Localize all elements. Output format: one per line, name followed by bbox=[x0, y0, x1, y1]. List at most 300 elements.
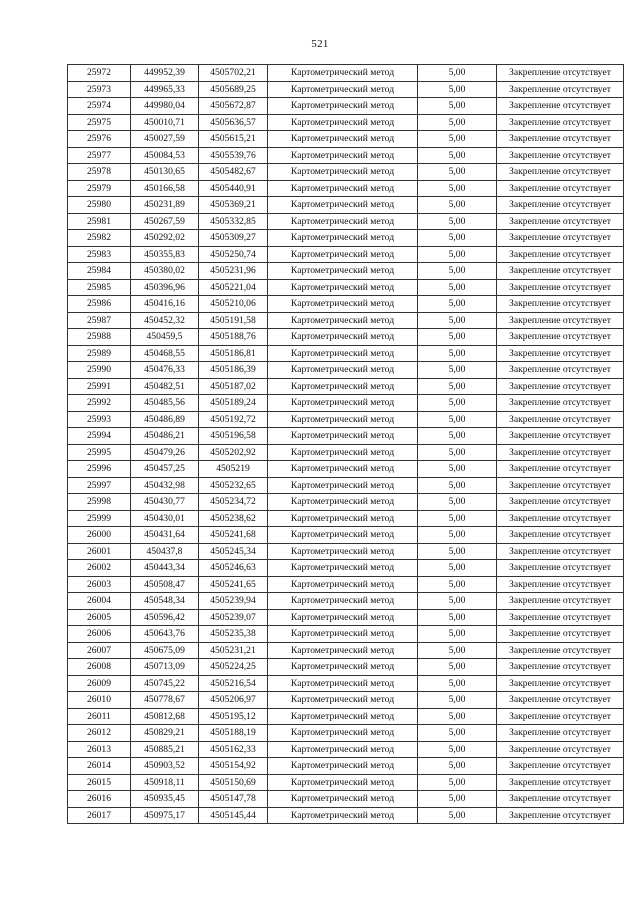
method-cell: Картометрический метод bbox=[268, 114, 418, 131]
accuracy-cell: 5,00 bbox=[418, 758, 497, 775]
fixing-description-cell: Закрепление отсутствует bbox=[497, 213, 624, 230]
method-cell: Картометрический метод bbox=[268, 725, 418, 742]
point-number-cell: 26015 bbox=[68, 774, 131, 791]
point-number-cell: 25996 bbox=[68, 461, 131, 478]
y-coordinate-cell: 4505239,94 bbox=[199, 593, 268, 610]
point-number-cell: 25998 bbox=[68, 494, 131, 511]
method-cell: Картометрический метод bbox=[268, 758, 418, 775]
y-coordinate-cell: 4505309,27 bbox=[199, 230, 268, 247]
fixing-description-cell: Закрепление отсутствует bbox=[497, 741, 624, 758]
method-cell: Картометрический метод bbox=[268, 642, 418, 659]
fixing-description-cell: Закрепление отсутствует bbox=[497, 543, 624, 560]
y-coordinate-cell: 4505206,97 bbox=[199, 692, 268, 709]
accuracy-cell: 5,00 bbox=[418, 741, 497, 758]
fixing-description-cell: Закрепление отсутствует bbox=[497, 461, 624, 478]
x-coordinate-cell: 450975,17 bbox=[131, 807, 199, 824]
accuracy-cell: 5,00 bbox=[418, 791, 497, 808]
x-coordinate-cell: 450476,33 bbox=[131, 362, 199, 379]
method-cell: Картометрический метод bbox=[268, 510, 418, 527]
x-coordinate-cell: 450292,02 bbox=[131, 230, 199, 247]
table-row bbox=[68, 510, 624, 527]
x-coordinate-cell: 450486,21 bbox=[131, 428, 199, 445]
x-coordinate-cell: 450485,56 bbox=[131, 395, 199, 412]
method-cell: Картометрический метод bbox=[268, 791, 418, 808]
fixing-description-cell: Закрепление отсутствует bbox=[497, 345, 624, 362]
fixing-description-cell: Закрепление отсутствует bbox=[497, 675, 624, 692]
table-row bbox=[68, 725, 624, 742]
fixing-description-cell: Закрепление отсутствует bbox=[497, 659, 624, 676]
accuracy-cell: 5,00 bbox=[418, 642, 497, 659]
accuracy-cell: 5,00 bbox=[418, 395, 497, 412]
table-row bbox=[68, 114, 624, 131]
method-cell: Картометрический метод bbox=[268, 659, 418, 676]
y-coordinate-cell: 4505231,96 bbox=[199, 263, 268, 280]
method-cell: Картометрический метод bbox=[268, 263, 418, 280]
y-coordinate-cell: 4505672,87 bbox=[199, 98, 268, 115]
point-number-cell: 25977 bbox=[68, 147, 131, 164]
fixing-description-cell: Закрепление отсутствует bbox=[497, 626, 624, 643]
method-cell: Картометрический метод bbox=[268, 560, 418, 577]
fixing-description-cell: Закрепление отсутствует bbox=[497, 807, 624, 824]
accuracy-cell: 5,00 bbox=[418, 659, 497, 676]
table-row bbox=[68, 659, 624, 676]
method-cell: Картометрический метод bbox=[268, 131, 418, 148]
fixing-description-cell: Закрепление отсутствует bbox=[497, 395, 624, 412]
x-coordinate-cell: 450713,09 bbox=[131, 659, 199, 676]
x-coordinate-cell: 450643,76 bbox=[131, 626, 199, 643]
x-coordinate-cell: 450486,89 bbox=[131, 411, 199, 428]
table-row bbox=[68, 230, 624, 247]
table-row bbox=[68, 675, 624, 692]
y-coordinate-cell: 4505162,33 bbox=[199, 741, 268, 758]
y-coordinate-cell: 4505188,76 bbox=[199, 329, 268, 346]
x-coordinate-cell: 449980,04 bbox=[131, 98, 199, 115]
fixing-description-cell: Закрепление отсутствует bbox=[497, 725, 624, 742]
y-coordinate-cell: 4505189,24 bbox=[199, 395, 268, 412]
point-number-cell: 25994 bbox=[68, 428, 131, 445]
point-number-cell: 26016 bbox=[68, 791, 131, 808]
x-coordinate-cell: 450416,16 bbox=[131, 296, 199, 313]
fixing-description-cell: Закрепление отсутствует bbox=[497, 246, 624, 263]
y-coordinate-cell: 4505245,34 bbox=[199, 543, 268, 560]
method-cell: Картометрический метод bbox=[268, 213, 418, 230]
point-number-cell: 25993 bbox=[68, 411, 131, 428]
point-number-cell: 26007 bbox=[68, 642, 131, 659]
y-coordinate-cell: 4505147,78 bbox=[199, 791, 268, 808]
y-coordinate-cell: 4505187,02 bbox=[199, 378, 268, 395]
y-coordinate-cell: 4505186,81 bbox=[199, 345, 268, 362]
point-number-cell: 25981 bbox=[68, 213, 131, 230]
x-coordinate-cell: 450508,47 bbox=[131, 576, 199, 593]
y-coordinate-cell: 4505440,91 bbox=[199, 180, 268, 197]
x-coordinate-cell: 450130,65 bbox=[131, 164, 199, 181]
accuracy-cell: 5,00 bbox=[418, 65, 497, 82]
fixing-description-cell: Закрепление отсутствует bbox=[497, 494, 624, 511]
y-coordinate-cell: 4505332,85 bbox=[199, 213, 268, 230]
accuracy-cell: 5,00 bbox=[418, 609, 497, 626]
accuracy-cell: 5,00 bbox=[418, 461, 497, 478]
y-coordinate-cell: 4505202,92 bbox=[199, 444, 268, 461]
accuracy-cell: 5,00 bbox=[418, 98, 497, 115]
point-number-cell: 25982 bbox=[68, 230, 131, 247]
fixing-description-cell: Закрепление отсутствует bbox=[497, 510, 624, 527]
point-number-cell: 25990 bbox=[68, 362, 131, 379]
fixing-description-cell: Закрепление отсутствует bbox=[497, 98, 624, 115]
accuracy-cell: 5,00 bbox=[418, 411, 497, 428]
table-row bbox=[68, 461, 624, 478]
fixing-description-cell: Закрепление отсутствует bbox=[497, 791, 624, 808]
method-cell: Картометрический метод bbox=[268, 246, 418, 263]
x-coordinate-cell: 450745,22 bbox=[131, 675, 199, 692]
point-number-cell: 26011 bbox=[68, 708, 131, 725]
x-coordinate-cell: 450452,32 bbox=[131, 312, 199, 329]
accuracy-cell: 5,00 bbox=[418, 675, 497, 692]
accuracy-cell: 5,00 bbox=[418, 197, 497, 214]
accuracy-cell: 5,00 bbox=[418, 279, 497, 296]
x-coordinate-cell: 450084,53 bbox=[131, 147, 199, 164]
y-coordinate-cell: 4505150,69 bbox=[199, 774, 268, 791]
method-cell: Картометрический метод bbox=[268, 411, 418, 428]
x-coordinate-cell: 450231,89 bbox=[131, 197, 199, 214]
y-coordinate-cell: 4505210,06 bbox=[199, 296, 268, 313]
y-coordinate-cell: 4505219 bbox=[199, 461, 268, 478]
fixing-description-cell: Закрепление отсутствует bbox=[497, 444, 624, 461]
point-number-cell: 25985 bbox=[68, 279, 131, 296]
y-coordinate-cell: 4505195,12 bbox=[199, 708, 268, 725]
point-number-cell: 26008 bbox=[68, 659, 131, 676]
fixing-description-cell: Закрепление отсутствует bbox=[497, 180, 624, 197]
table-row bbox=[68, 131, 624, 148]
fixing-description-cell: Закрепление отсутствует bbox=[497, 296, 624, 313]
point-number-cell: 26012 bbox=[68, 725, 131, 742]
table-row bbox=[68, 626, 624, 643]
y-coordinate-cell: 4505239,07 bbox=[199, 609, 268, 626]
point-number-cell: 25999 bbox=[68, 510, 131, 527]
method-cell: Картометрический метод bbox=[268, 279, 418, 296]
accuracy-cell: 5,00 bbox=[418, 444, 497, 461]
y-coordinate-cell: 4505241,68 bbox=[199, 527, 268, 544]
point-number-cell: 25987 bbox=[68, 312, 131, 329]
y-coordinate-cell: 4505188,19 bbox=[199, 725, 268, 742]
method-cell: Картометрический метод bbox=[268, 461, 418, 478]
x-coordinate-cell: 450812,68 bbox=[131, 708, 199, 725]
fixing-description-cell: Закрепление отсутствует bbox=[497, 593, 624, 610]
method-cell: Картометрический метод bbox=[268, 98, 418, 115]
point-number-cell: 25972 bbox=[68, 65, 131, 82]
x-coordinate-cell: 450430,77 bbox=[131, 494, 199, 511]
accuracy-cell: 5,00 bbox=[418, 362, 497, 379]
fixing-description-cell: Закрепление отсутствует bbox=[497, 692, 624, 709]
fixing-description-cell: Закрепление отсутствует bbox=[497, 114, 624, 131]
y-coordinate-cell: 4505221,04 bbox=[199, 279, 268, 296]
point-number-cell: 25983 bbox=[68, 246, 131, 263]
accuracy-cell: 5,00 bbox=[418, 774, 497, 791]
point-number-cell: 26000 bbox=[68, 527, 131, 544]
x-coordinate-cell: 450918,11 bbox=[131, 774, 199, 791]
fixing-description-cell: Закрепление отсутствует bbox=[497, 477, 624, 494]
x-coordinate-cell: 450829,21 bbox=[131, 725, 199, 742]
method-cell: Картометрический метод bbox=[268, 345, 418, 362]
x-coordinate-cell: 450596,42 bbox=[131, 609, 199, 626]
accuracy-cell: 5,00 bbox=[418, 246, 497, 263]
table-row bbox=[68, 411, 624, 428]
point-number-cell: 25979 bbox=[68, 180, 131, 197]
table-row bbox=[68, 642, 624, 659]
method-cell: Картометрический метод bbox=[268, 609, 418, 626]
y-coordinate-cell: 4505196,58 bbox=[199, 428, 268, 445]
point-number-cell: 26013 bbox=[68, 741, 131, 758]
table-row bbox=[68, 81, 624, 98]
y-coordinate-cell: 4505250,74 bbox=[199, 246, 268, 263]
method-cell: Картометрический метод bbox=[268, 593, 418, 610]
accuracy-cell: 5,00 bbox=[418, 708, 497, 725]
x-coordinate-cell: 450468,55 bbox=[131, 345, 199, 362]
point-number-cell: 25995 bbox=[68, 444, 131, 461]
accuracy-cell: 5,00 bbox=[418, 560, 497, 577]
table-row bbox=[68, 296, 624, 313]
y-coordinate-cell: 4505231,21 bbox=[199, 642, 268, 659]
method-cell: Картометрический метод bbox=[268, 362, 418, 379]
x-coordinate-cell: 450355,83 bbox=[131, 246, 199, 263]
y-coordinate-cell: 4505241,65 bbox=[199, 576, 268, 593]
accuracy-cell: 5,00 bbox=[418, 329, 497, 346]
table-row bbox=[68, 378, 624, 395]
method-cell: Картометрический метод bbox=[268, 675, 418, 692]
fixing-description-cell: Закрепление отсутствует bbox=[497, 81, 624, 98]
fixing-description-cell: Закрепление отсутствует bbox=[497, 279, 624, 296]
x-coordinate-cell: 450457,25 bbox=[131, 461, 199, 478]
accuracy-cell: 5,00 bbox=[418, 131, 497, 148]
table-row bbox=[68, 147, 624, 164]
accuracy-cell: 5,00 bbox=[418, 543, 497, 560]
y-coordinate-cell: 4505224,25 bbox=[199, 659, 268, 676]
table-row bbox=[68, 576, 624, 593]
fixing-description-cell: Закрепление отсутствует bbox=[497, 362, 624, 379]
table-row bbox=[68, 362, 624, 379]
x-coordinate-cell: 450935,45 bbox=[131, 791, 199, 808]
table-row bbox=[68, 774, 624, 791]
y-coordinate-cell: 4505482,67 bbox=[199, 164, 268, 181]
y-coordinate-cell: 4505636,57 bbox=[199, 114, 268, 131]
fixing-description-cell: Закрепление отсутствует bbox=[497, 65, 624, 82]
x-coordinate-cell: 450459,5 bbox=[131, 329, 199, 346]
point-number-cell: 26003 bbox=[68, 576, 131, 593]
fixing-description-cell: Закрепление отсутствует bbox=[497, 609, 624, 626]
method-cell: Картометрический метод bbox=[268, 494, 418, 511]
accuracy-cell: 5,00 bbox=[418, 576, 497, 593]
accuracy-cell: 5,00 bbox=[418, 494, 497, 511]
y-coordinate-cell: 4505191,58 bbox=[199, 312, 268, 329]
method-cell: Картометрический метод bbox=[268, 296, 418, 313]
page-number: 521 bbox=[311, 38, 329, 50]
y-coordinate-cell: 4505238,62 bbox=[199, 510, 268, 527]
accuracy-cell: 5,00 bbox=[418, 296, 497, 313]
method-cell: Картометрический метод bbox=[268, 692, 418, 709]
point-number-cell: 25975 bbox=[68, 114, 131, 131]
method-cell: Картометрический метод bbox=[268, 428, 418, 445]
method-cell: Картометрический метод bbox=[268, 774, 418, 791]
fixing-description-cell: Закрепление отсутствует bbox=[497, 576, 624, 593]
x-coordinate-cell: 449965,33 bbox=[131, 81, 199, 98]
method-cell: Картометрический метод bbox=[268, 329, 418, 346]
x-coordinate-cell: 450437,8 bbox=[131, 543, 199, 560]
fixing-description-cell: Закрепление отсутствует bbox=[497, 774, 624, 791]
fixing-description-cell: Закрепление отсутствует bbox=[497, 147, 624, 164]
accuracy-cell: 5,00 bbox=[418, 725, 497, 742]
fixing-description-cell: Закрепление отсутствует bbox=[497, 428, 624, 445]
y-coordinate-cell: 4505154,92 bbox=[199, 758, 268, 775]
method-cell: Картометрический метод bbox=[268, 65, 418, 82]
method-cell: Картометрический метод bbox=[268, 708, 418, 725]
fixing-description-cell: Закрепление отсутствует bbox=[497, 560, 624, 577]
point-number-cell: 26014 bbox=[68, 758, 131, 775]
accuracy-cell: 5,00 bbox=[418, 477, 497, 494]
table-row bbox=[68, 543, 624, 560]
x-coordinate-cell: 450396,96 bbox=[131, 279, 199, 296]
x-coordinate-cell: 450675,09 bbox=[131, 642, 199, 659]
method-cell: Картометрический метод bbox=[268, 230, 418, 247]
y-coordinate-cell: 4505186,39 bbox=[199, 362, 268, 379]
table-row bbox=[68, 494, 624, 511]
accuracy-cell: 5,00 bbox=[418, 428, 497, 445]
table-row bbox=[68, 593, 624, 610]
fixing-description-cell: Закрепление отсутствует bbox=[497, 527, 624, 544]
x-coordinate-cell: 450885,21 bbox=[131, 741, 199, 758]
accuracy-cell: 5,00 bbox=[418, 81, 497, 98]
table-row bbox=[68, 527, 624, 544]
table-row bbox=[68, 98, 624, 115]
accuracy-cell: 5,00 bbox=[418, 213, 497, 230]
fixing-description-cell: Закрепление отсутствует bbox=[497, 329, 624, 346]
y-coordinate-cell: 4505369,21 bbox=[199, 197, 268, 214]
table-row bbox=[68, 708, 624, 725]
method-cell: Картометрический метод bbox=[268, 527, 418, 544]
table-row bbox=[68, 428, 624, 445]
table-row bbox=[68, 263, 624, 280]
point-number-cell: 26006 bbox=[68, 626, 131, 643]
method-cell: Картометрический метод bbox=[268, 378, 418, 395]
accuracy-cell: 5,00 bbox=[418, 692, 497, 709]
accuracy-cell: 5,00 bbox=[418, 114, 497, 131]
point-number-cell: 25997 bbox=[68, 477, 131, 494]
x-coordinate-cell: 450432,98 bbox=[131, 477, 199, 494]
table-row bbox=[68, 807, 624, 824]
point-number-cell: 26009 bbox=[68, 675, 131, 692]
fixing-description-cell: Закрепление отсутствует bbox=[497, 642, 624, 659]
method-cell: Картометрический метод bbox=[268, 395, 418, 412]
point-number-cell: 25992 bbox=[68, 395, 131, 412]
table-row bbox=[68, 180, 624, 197]
point-number-cell: 26005 bbox=[68, 609, 131, 626]
point-number-cell: 25989 bbox=[68, 345, 131, 362]
y-coordinate-cell: 4505246,63 bbox=[199, 560, 268, 577]
x-coordinate-cell: 449952,39 bbox=[131, 65, 199, 82]
accuracy-cell: 5,00 bbox=[418, 180, 497, 197]
y-coordinate-cell: 4505192,72 bbox=[199, 411, 268, 428]
point-number-cell: 26017 bbox=[68, 807, 131, 824]
accuracy-cell: 5,00 bbox=[418, 807, 497, 824]
table-row bbox=[68, 213, 624, 230]
method-cell: Картометрический метод bbox=[268, 543, 418, 560]
accuracy-cell: 5,00 bbox=[418, 345, 497, 362]
x-coordinate-cell: 450482,51 bbox=[131, 378, 199, 395]
y-coordinate-cell: 4505702,21 bbox=[199, 65, 268, 82]
accuracy-cell: 5,00 bbox=[418, 626, 497, 643]
y-coordinate-cell: 4505235,38 bbox=[199, 626, 268, 643]
point-number-cell: 25976 bbox=[68, 131, 131, 148]
table-row bbox=[68, 791, 624, 808]
x-coordinate-cell: 450267,59 bbox=[131, 213, 199, 230]
y-coordinate-cell: 4505234,72 bbox=[199, 494, 268, 511]
table-row bbox=[68, 329, 624, 346]
table-row bbox=[68, 197, 624, 214]
accuracy-cell: 5,00 bbox=[418, 147, 497, 164]
fixing-description-cell: Закрепление отсутствует bbox=[497, 411, 624, 428]
coordinates-table-body bbox=[68, 65, 624, 824]
x-coordinate-cell: 450903,52 bbox=[131, 758, 199, 775]
x-coordinate-cell: 450430,01 bbox=[131, 510, 199, 527]
table-row bbox=[68, 279, 624, 296]
method-cell: Картометрический метод bbox=[268, 576, 418, 593]
table-row bbox=[68, 477, 624, 494]
x-coordinate-cell: 450166,58 bbox=[131, 180, 199, 197]
table-row bbox=[68, 444, 624, 461]
accuracy-cell: 5,00 bbox=[418, 230, 497, 247]
table-row bbox=[68, 395, 624, 412]
y-coordinate-cell: 4505145,44 bbox=[199, 807, 268, 824]
fixing-description-cell: Закрепление отсутствует bbox=[497, 230, 624, 247]
coordinates-table bbox=[67, 64, 624, 824]
x-coordinate-cell: 450380,02 bbox=[131, 263, 199, 280]
point-number-cell: 25984 bbox=[68, 263, 131, 280]
method-cell: Картометрический метод bbox=[268, 197, 418, 214]
point-number-cell: 25980 bbox=[68, 197, 131, 214]
y-coordinate-cell: 4505539,76 bbox=[199, 147, 268, 164]
table-row bbox=[68, 692, 624, 709]
point-number-cell: 25978 bbox=[68, 164, 131, 181]
accuracy-cell: 5,00 bbox=[418, 527, 497, 544]
point-number-cell: 26001 bbox=[68, 543, 131, 560]
x-coordinate-cell: 450479,26 bbox=[131, 444, 199, 461]
table-row bbox=[68, 758, 624, 775]
x-coordinate-cell: 450778,67 bbox=[131, 692, 199, 709]
method-cell: Картометрический метод bbox=[268, 81, 418, 98]
method-cell: Картометрический метод bbox=[268, 626, 418, 643]
accuracy-cell: 5,00 bbox=[418, 378, 497, 395]
accuracy-cell: 5,00 bbox=[418, 593, 497, 610]
table-row bbox=[68, 65, 624, 82]
fixing-description-cell: Закрепление отсутствует bbox=[497, 708, 624, 725]
method-cell: Картометрический метод bbox=[268, 477, 418, 494]
method-cell: Картометрический метод bbox=[268, 164, 418, 181]
point-number-cell: 26004 bbox=[68, 593, 131, 610]
table-row bbox=[68, 345, 624, 362]
table-row bbox=[68, 560, 624, 577]
fixing-description-cell: Закрепление отсутствует bbox=[497, 378, 624, 395]
fixing-description-cell: Закрепление отсутствует bbox=[497, 758, 624, 775]
y-coordinate-cell: 4505216,54 bbox=[199, 675, 268, 692]
point-number-cell: 26010 bbox=[68, 692, 131, 709]
point-number-cell: 25973 bbox=[68, 81, 131, 98]
method-cell: Картометрический метод bbox=[268, 807, 418, 824]
table-row bbox=[68, 312, 624, 329]
method-cell: Картометрический метод bbox=[268, 741, 418, 758]
fixing-description-cell: Закрепление отсутствует bbox=[497, 312, 624, 329]
point-number-cell: 25974 bbox=[68, 98, 131, 115]
x-coordinate-cell: 450010,71 bbox=[131, 114, 199, 131]
point-number-cell: 26002 bbox=[68, 560, 131, 577]
x-coordinate-cell: 450027,59 bbox=[131, 131, 199, 148]
